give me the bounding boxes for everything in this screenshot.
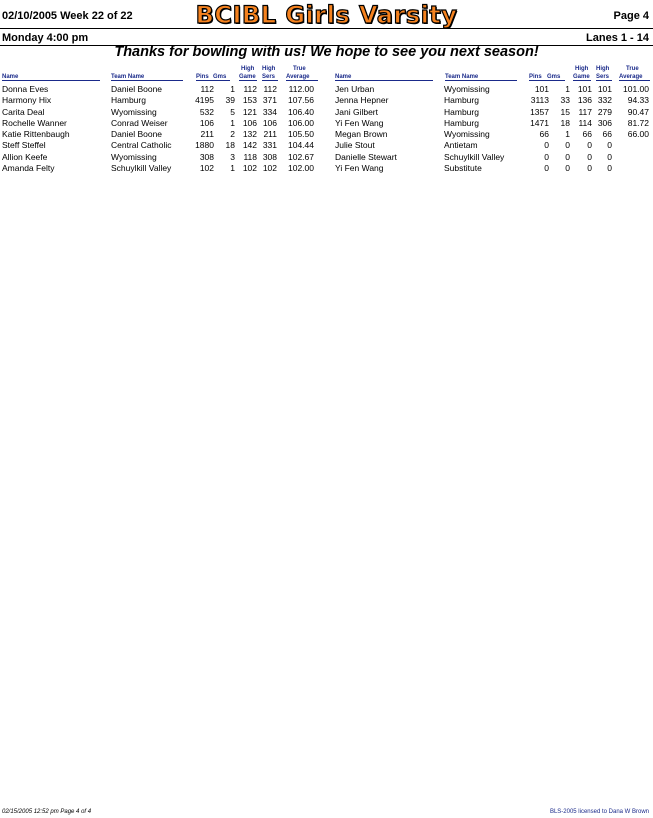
high-game-value: 106 — [242, 117, 257, 128]
team-name: Wyomissing — [444, 129, 490, 140]
header-rule — [0, 28, 653, 29]
games-value: 1 — [230, 84, 235, 94]
true-average-value: 94.33 — [627, 95, 649, 106]
underline-game-2 — [573, 80, 591, 81]
col-high-sers-top: High — [262, 66, 276, 72]
bowler-name: Allion Keefe — [2, 151, 48, 162]
table-row — [333, 163, 653, 174]
underline-sers — [262, 80, 278, 81]
col-gms-2: Gms — [547, 74, 561, 80]
games-value: 1 — [565, 129, 570, 140]
bowler-name: Julie Stout — [335, 140, 375, 151]
high-game-value: 153 — [242, 95, 257, 106]
col-high-game: Game — [239, 74, 256, 80]
print-timestamp: 02/15/2005 12:52 pm Page 4 of 4 — [2, 809, 92, 815]
col-team-2: Team Name — [445, 74, 479, 80]
high-game-value: 0 — [587, 140, 592, 151]
table-row — [333, 152, 653, 163]
games-value: 15 — [560, 106, 570, 117]
bowler-name: Katie Rittenbaugh — [2, 129, 70, 140]
table-row — [333, 129, 653, 140]
col-team: Team Name — [111, 74, 145, 80]
high-game-value: 102 — [242, 163, 257, 174]
team-name: Wyomissing — [444, 84, 490, 94]
high-game-value: 0 — [587, 163, 592, 174]
bowler-name: Jani Gilbert — [335, 106, 378, 117]
team-name: Hamburg — [444, 117, 479, 128]
col-high-sers-top-2: High — [596, 66, 610, 72]
underline-pins-gms — [196, 80, 230, 81]
team-name: Schuylkill Valley — [111, 163, 172, 174]
pins-value: 102 — [199, 163, 214, 174]
bowler-name: Megan Brown — [335, 129, 388, 140]
table-row — [0, 129, 326, 140]
high-series-value: 66 — [602, 129, 612, 140]
table-row — [0, 107, 326, 118]
games-value: 18 — [225, 140, 235, 151]
pins-value: 532 — [199, 106, 214, 117]
bowler-name: Donna Eves — [2, 84, 49, 94]
pins-value: 211 — [200, 129, 214, 140]
high-series-value: 106 — [262, 117, 277, 128]
table-row — [0, 152, 326, 163]
high-series-value: 112 — [263, 84, 277, 94]
games-value: 33 — [560, 95, 570, 106]
col-high-game-2: Game — [573, 74, 590, 80]
high-game-value: 101 — [577, 84, 592, 94]
team-name: Schuylkill Valley — [444, 151, 505, 162]
underline-name — [2, 80, 100, 81]
true-average-value: 90.47 — [627, 106, 649, 117]
team-name: Antietam — [444, 140, 478, 151]
high-series-value: 102 — [262, 163, 277, 174]
high-game-value: 117 — [578, 106, 592, 117]
pins-value: 106 — [199, 117, 214, 128]
bowler-name: Rochelle Wanner — [2, 117, 67, 128]
underline-average — [286, 80, 318, 81]
high-game-value: 121 — [242, 106, 257, 117]
team-name: Conrad Weiser — [111, 117, 168, 128]
high-series-value: 0 — [607, 151, 612, 162]
pins-value: 112 — [200, 84, 214, 94]
table-row — [333, 118, 653, 129]
true-average-value: 106.40 — [288, 106, 314, 117]
bowler-name: Amanda Felty — [2, 163, 55, 174]
closing-message: Thanks for bowling with us! We hope to see you next season! — [114, 44, 539, 60]
true-average-value: 106.00 — [288, 117, 314, 128]
table-row — [333, 140, 653, 151]
col-pins: Pins — [196, 74, 209, 80]
high-series-value: 308 — [262, 151, 277, 162]
underline-team-2 — [445, 80, 517, 81]
true-average-value: 81.72 — [627, 117, 649, 128]
games-value: 2 — [230, 129, 235, 140]
high-game-value: 142 — [242, 140, 257, 151]
team-name: Wyomissing — [111, 151, 157, 162]
true-average-value: 66.00 — [627, 129, 649, 140]
high-series-value: 0 — [607, 163, 612, 174]
col-high-game-top-2: High — [575, 66, 589, 72]
table-row — [333, 107, 653, 118]
col-high-game-top: High — [241, 66, 255, 72]
license-note: BLS-2005 licensed to Dana W Brown — [549, 809, 649, 815]
true-average-value: 105.50 — [288, 129, 314, 140]
team-name: Wyomissing — [111, 106, 157, 117]
table-row — [333, 95, 653, 106]
session-time: Monday 4:00 pm — [2, 32, 89, 44]
pins-value: 0 — [544, 151, 549, 162]
col-average-2: Average — [619, 74, 643, 80]
pins-value: 0 — [544, 163, 549, 174]
pins-value: 101 — [534, 84, 549, 94]
high-series-value: 334 — [262, 106, 277, 117]
underline-name-2 — [335, 80, 433, 81]
pins-value: 1471 — [530, 117, 549, 128]
high-game-value: 118 — [243, 151, 257, 162]
games-value: 39 — [225, 95, 235, 106]
games-value: 1 — [565, 84, 570, 94]
true-average-value: 102.00 — [288, 163, 314, 174]
true-average-value: 102.67 — [288, 151, 314, 162]
high-game-value: 112 — [243, 84, 257, 94]
high-game-value: 114 — [578, 117, 592, 128]
games-value: 1 — [230, 163, 235, 174]
high-game-value: 66 — [582, 129, 592, 140]
table-row — [0, 140, 326, 151]
underline-team — [111, 80, 183, 81]
underline-average-2 — [619, 80, 650, 81]
left-standings-list — [0, 84, 326, 174]
high-series-value: 371 — [262, 95, 277, 106]
pins-value: 0 — [544, 140, 549, 151]
high-series-value: 332 — [597, 95, 612, 106]
table-row — [0, 163, 326, 174]
col-high-sers-2: Sers — [596, 74, 610, 80]
underline-sers-2 — [596, 80, 612, 81]
high-series-value: 306 — [597, 117, 612, 128]
col-name: Name — [2, 74, 19, 80]
games-value: 0 — [565, 140, 570, 151]
team-name: Hamburg — [444, 106, 479, 117]
team-name: Daniel Boone — [111, 84, 163, 94]
games-value: 5 — [230, 106, 235, 117]
bowler-name: Yi Fen Wang — [335, 117, 384, 128]
underline-game — [239, 80, 257, 81]
table-row — [333, 84, 653, 95]
col-name-2: Name — [335, 74, 352, 80]
bowler-name: Danielle Stewart — [335, 151, 397, 162]
page-number: Page 4 — [613, 10, 649, 22]
high-series-value: 331 — [262, 140, 277, 151]
bowler-name: Carita Deal — [2, 106, 45, 117]
pins-value: 3113 — [530, 95, 549, 106]
col-pins-2: Pins — [529, 74, 542, 80]
bowler-name: Harmony Hix — [2, 95, 52, 106]
bowler-name: Steff Steffel — [2, 140, 46, 151]
true-average-value: 101.00 — [623, 84, 649, 94]
games-value: 1 — [230, 117, 235, 128]
col-true-top-2: True — [626, 66, 639, 72]
col-average: Average — [286, 74, 310, 80]
team-name: Hamburg — [444, 95, 479, 106]
table-row — [0, 95, 326, 106]
true-average-value: 112.00 — [288, 84, 314, 94]
table-row — [0, 84, 326, 95]
pins-value: 1880 — [195, 140, 214, 151]
team-name: Hamburg — [111, 95, 146, 106]
games-value: 3 — [230, 151, 235, 162]
bowler-name: Jen Urban — [335, 84, 375, 94]
true-average-value: 104.44 — [288, 140, 314, 151]
team-name: Daniel Boone — [111, 129, 163, 140]
bowler-name: Yi Fen Wang — [335, 163, 384, 174]
games-value: 0 — [565, 163, 570, 174]
high-series-value: 0 — [607, 140, 612, 151]
high-series-value: 279 — [597, 106, 612, 117]
col-true-top: True — [293, 66, 306, 72]
pins-value: 308 — [199, 151, 214, 162]
league-title: BCIBL Girls Varsity — [195, 1, 458, 29]
table-row — [0, 118, 326, 129]
high-game-value: 136 — [577, 95, 592, 106]
pins-value: 4195 — [195, 95, 214, 106]
high-series-value: 101 — [597, 84, 612, 94]
true-average-value: 107.56 — [288, 95, 314, 106]
high-game-value: 0 — [587, 151, 592, 162]
col-high-sers: Sers — [262, 74, 276, 80]
pins-value: 66 — [539, 129, 549, 140]
report-date-week: 02/10/2005 Week 22 of 22 — [2, 10, 133, 22]
lanes-range: Lanes 1 - 14 — [586, 32, 649, 44]
right-standings-list — [333, 84, 653, 174]
games-value: 18 — [560, 117, 570, 128]
underline-pins-gms-2 — [529, 80, 565, 81]
pins-value: 1357 — [530, 106, 549, 117]
games-value: 0 — [565, 151, 570, 162]
bowler-name: Jenna Hepner — [335, 95, 389, 106]
team-name: Central Catholic — [111, 140, 172, 151]
col-gms: Gms — [213, 74, 227, 80]
high-game-value: 132 — [242, 129, 257, 140]
high-series-value: 211 — [263, 129, 277, 140]
team-name: Substitute — [444, 163, 482, 174]
